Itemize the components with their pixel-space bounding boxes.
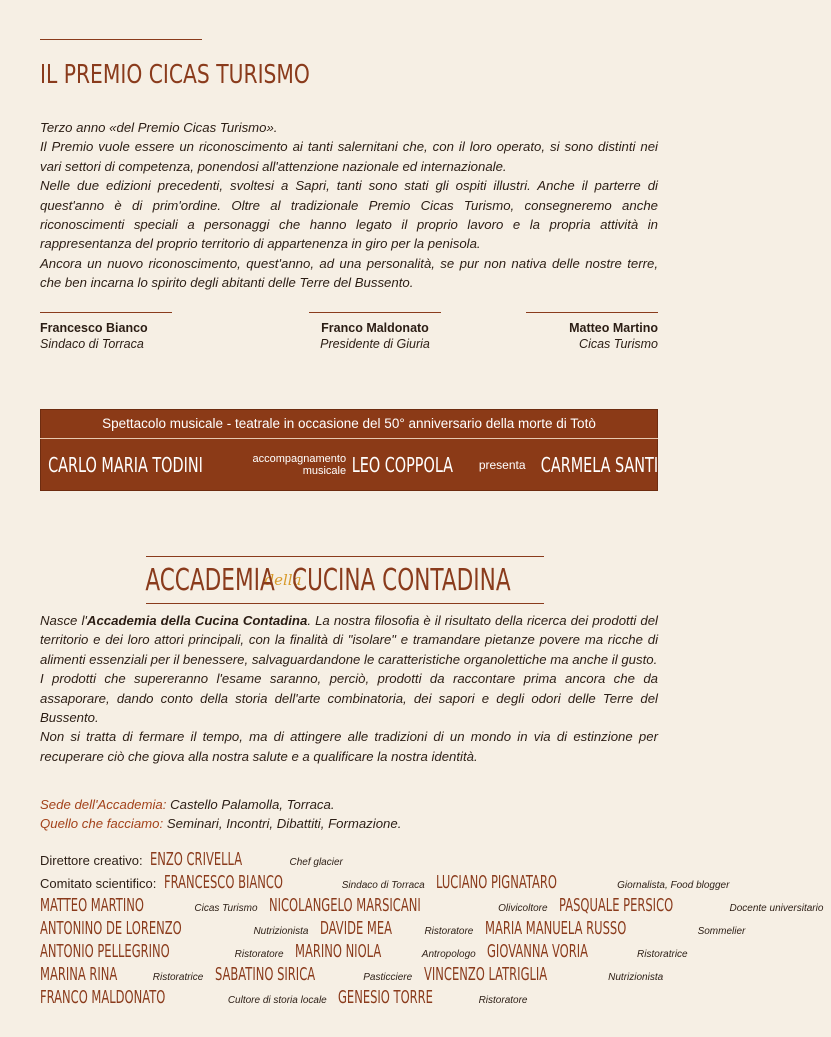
accademia-paragraph: I prodotti che supereranno l'esame saranno, perciò, prodotti da raccontare prima ancora che da assaporare, dando conto della storia dell'arte combinatoria, dei sapori e degli odori delle Terre del Bussento.	[40, 671, 658, 726]
accademia-paragraph: Non si tratta di fermare il tempo, ma di attingere alle tradizioni di un mondo in via di estinzione per recuperare ciò che giova alla nostra salute e a qualificare la nostra identità.	[40, 729, 658, 764]
member-name: DAVIDE MEA	[319, 918, 392, 939]
accademia-info	[40, 795, 401, 834]
banner-performer: CARLO MARIA TODINI	[47, 453, 203, 477]
member-name: MARINO NIOLA	[295, 941, 382, 962]
accademia-intro	[40, 611, 658, 669]
accademia-title-part1: ACCADEMIA	[145, 562, 275, 598]
signature-martino	[526, 312, 658, 352]
accomp-label-line2: musicale	[302, 465, 347, 477]
intro-bold: Accademia della Cucina Contadina	[86, 613, 308, 628]
member-role: Cultore di storia locale	[227, 995, 327, 1006]
banner-accomp-label	[253, 453, 347, 477]
director-name: ENZO CRIVELLA	[150, 849, 243, 870]
member-role: Sindaco di Torraca	[341, 880, 425, 891]
fare-label: Quello che facciamo:	[40, 816, 164, 832]
banner-headline: Spettacolo musicale - teatrale in occasione del 50° anniversario della morte di Totò	[40, 409, 658, 439]
member-role: Nutrizionista	[253, 926, 309, 937]
accomp-label-line1: accompagnamento	[252, 453, 347, 465]
signature-name: Francesco Bianco	[40, 321, 148, 335]
signature-rule	[526, 312, 658, 313]
signature-maldonato	[300, 312, 450, 352]
member-role: Ristoratrice	[152, 972, 204, 983]
member-name: FRANCESCO BIANCO	[163, 872, 283, 893]
member-name: MARINA RINA	[40, 964, 118, 985]
show-banner	[40, 409, 658, 491]
committee-row	[40, 940, 688, 963]
sede-label: Sede dell'Accademia:	[40, 797, 167, 812]
signature-role: Cicas Turismo	[579, 337, 658, 351]
fare-line	[40, 814, 401, 833]
director-label: Direttore creativo:	[40, 853, 143, 868]
member-name: ANTONIO PELLEGRINO	[40, 941, 170, 962]
accademia-title-part2: CUCINA CONTADINA	[291, 562, 511, 598]
signature-role: Sindaco di Torraca	[40, 337, 144, 351]
member-role: Ristoratore	[234, 949, 284, 960]
premio-text	[40, 118, 658, 293]
signatures	[40, 312, 658, 358]
member-name: MARIA MANUELA RUSSO	[484, 918, 627, 939]
committee-row	[40, 963, 670, 986]
member-name: GENESIO TORRE	[338, 987, 434, 1008]
member-name: SABATINO SIRICA	[214, 964, 315, 985]
member-name: MATTEO MARTINO	[40, 895, 144, 916]
staff-list	[40, 848, 824, 1009]
top-divider	[40, 39, 202, 40]
member-name: VINCENZO LATRIGLIA	[423, 964, 547, 985]
accademia-text	[40, 611, 658, 766]
premio-paragraph: Terzo anno «del Premio Cicas Turismo».	[40, 120, 278, 135]
member-role: Pasticciere	[363, 972, 413, 983]
signature-name: Franco Maldonato	[321, 321, 429, 335]
director-row	[40, 848, 670, 871]
member-name: FRANCO MALDONATO	[40, 987, 166, 1008]
director-role: Chef glacier	[289, 857, 343, 868]
signature-rule	[309, 312, 441, 313]
banner-presenter-name: CARMELA SANTI	[540, 453, 658, 477]
premio-paragraph: Ancora un nuovo riconoscimento, quest'anno, ad una personalità, se pur non nativa delle nostre terre, che ben incarna lo spirito degli abitanti delle Terre del Bussento.	[40, 255, 658, 291]
member-name: GIOVANNA VORIA	[487, 941, 589, 962]
member-role: Olivicoltore	[498, 903, 548, 914]
premio-paragraph: Nelle due edizioni precedenti, svoltesi a Sapri, tanti sono stati gli ospiti illustri. Anche il parterre di quest'anno è di prim'ordine. Oltre al tradizionale Premio Cicas Turismo, consegneremo anche riconoscimenti speciali a personaggi che hanno legato il proprio lavoro e la propria attività in rappresentanza del proprio territorio di appartenenza in giro per la penisola.	[40, 178, 658, 252]
member-role: Sommelier	[697, 926, 746, 937]
committee-row	[40, 917, 746, 940]
premio-paragraph: Il Premio vuole essere un riconoscimento ai tanti salernitani che, con il loro operato, si sono distinti nei vari settori di competenza, ponendosi all'attenzione nazionale ed internazionale.	[40, 139, 658, 174]
committee-label: Comitato scientifico:	[40, 876, 157, 891]
signature-bianco	[40, 312, 172, 352]
member-role: Giornalista, Food blogger	[617, 880, 730, 891]
accademia-title	[146, 556, 544, 604]
member-name: LUCIANO PIGNATARO	[436, 872, 558, 893]
premio-title: IL PREMIO CICAS TURISMO	[40, 60, 310, 90]
fare-value: Seminari, Incontri, Dibattiti, Formazione.	[166, 816, 402, 832]
member-role: Ristoratore	[478, 995, 528, 1006]
committee-row	[40, 986, 670, 1009]
member-name: ANTONINO DE LORENZO	[40, 918, 182, 939]
member-role: Antropologo	[421, 949, 476, 960]
signature-rule	[40, 312, 172, 313]
signature-role: Presidente di Giuria	[320, 337, 430, 351]
committee-row	[40, 894, 824, 917]
sede-value: Castello Palamolla, Torraca.	[170, 797, 335, 812]
banner-presenter-label: presenta	[478, 458, 526, 472]
committee-row	[40, 871, 730, 894]
banner-credits	[40, 439, 658, 491]
member-role: Nutrizionista	[608, 972, 664, 983]
member-name: NICOLANGELO MARSICANI	[269, 895, 421, 916]
member-role: Cicas Turismo	[194, 903, 258, 914]
member-name: PASQUALE PERSICO	[559, 895, 674, 916]
sede-line	[40, 795, 401, 814]
signature-name: Matteo Martino	[569, 321, 658, 335]
member-role: Docente universitario	[729, 903, 824, 914]
member-role: Ristoratore	[424, 926, 474, 937]
intro-post: . La nostra filosofia è il risultato della ricerca dei prodotti del territorio e dei loro attori principali, con la finalità di "isolare" e tramandare pietanze povere ma ricche di alimenti essenziali per il benessere, salvaguardandone le caratteristiche organolettiche ma anche il gusto.	[40, 613, 658, 667]
accademia-title-della: della	[264, 571, 302, 589]
member-role: Ristoratrice	[637, 949, 688, 960]
banner-accomp-name: LEO COPPOLA	[351, 453, 454, 477]
intro-pre: Nasce l'	[40, 613, 87, 628]
